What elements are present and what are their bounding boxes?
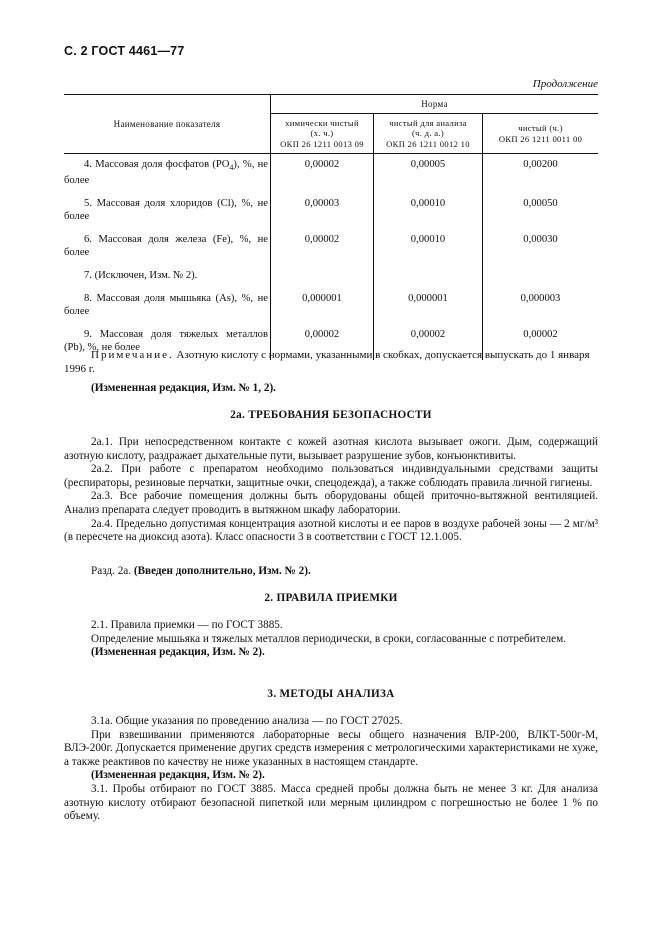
- table-cell: 0,00002: [271, 154, 374, 194]
- row-label: 4. Массовая доля фосфатов $(PO_4)$, %, не более: [64, 159, 268, 187]
- table-cell: [271, 265, 374, 288]
- table-cell: 0,000003: [483, 288, 599, 324]
- table-cell: 0,00002: [483, 324, 599, 360]
- column-header-norm: Норма: [271, 95, 599, 114]
- table-cell: 0,00003: [271, 193, 374, 229]
- row-label: 7. (Исключен, Изм. № 2).: [84, 270, 198, 282]
- table-cell: 0,000001: [374, 288, 483, 324]
- continuation-label: Продолжение: [532, 78, 598, 90]
- table-row: [64, 229, 598, 265]
- table-cell: 0,00002: [374, 324, 483, 360]
- section-3-body: 3.1а. Общие указания по проведению анализа — по ГОСТ 27025. При взвешивании применяются лабораторные весы общего назначения ВЛР-200, ВЛКТ-500г-М, ВЛЭ-200г. Допускается применение других средств измерения с метрологическими характеристиками не хуже, а также реактивов по качеству не ниже указанных в настоящем стандарте. (Измененная редакция, Изм. № 2). 3.1. Пробы отбирают по ГОСТ 3885. Масса средней пробы должна быть не менее 3 кг. Для анализа азотную кислоту отбирают безопасной пипеткой или мерным цилиндром с погрешностью не более 1 % по объему.: [64, 715, 598, 823]
- row-label: 8. Массовая доля мышьяка (As), %, не более: [64, 293, 268, 318]
- table-cell: 0,00010: [374, 229, 483, 265]
- table-cell: 0,00002: [271, 229, 374, 265]
- page-header: С. 2 ГОСТ 4461—77: [64, 44, 185, 58]
- column-header-grade-3: чистый (ч.) ОКП 26 1211 0011 00: [483, 114, 599, 154]
- column-header-grade-2: чистый для анализа (ч. д. а.) ОКП 26 1211 0012 10: [374, 114, 483, 154]
- table-cell: 0,00050: [483, 193, 599, 229]
- table-cell: 0,00200: [483, 154, 599, 194]
- specification-table: [64, 94, 598, 360]
- table-row: [64, 288, 598, 324]
- table-row: [64, 154, 598, 194]
- section-title-2: 2. ПРАВИЛА ПРИЕМКИ: [264, 592, 398, 604]
- row-label: 9. Массовая доля тяжелых металлов (Pb), %, не более: [64, 329, 268, 354]
- table-cell: [374, 265, 483, 288]
- table-cell: 0,000001: [271, 288, 374, 324]
- table-cell: [483, 265, 599, 288]
- row-label: 5. Массовая доля хлоридов (Cl), %, не более: [64, 198, 268, 223]
- section-2a-body: 2а.1. При непосредственном контакте с кожей азотная кислота вызывает ожоги. Дым, содержащий азотную кислоту, раздражает дыхательные пути, вызывает разрушение зубов, конъюнктивиты. 2а.2. При работе с препаратом необходимо пользоваться индивидуальными средствами защиты (респираторы, резиновые перчатки, защитные очки, спецодежда), а также соблюдать правила личной гигиены. 2а.3. Все рабочие помещения должны быть оборудованы общей приточно-вытяжной вентиляцией. Анализ препарата следует проводить в вытяжном шкафу лаборатории. 2а.4. Предельно допустимая концентрация азотной кислоты и ее паров в воздухе рабочей зоны — 2 мг/м³ (в пересчете на диоксид азота). Класс опасности 3 в соответствии с ГОСТ 12.1.005.: [64, 436, 598, 544]
- table-cell: 0,00010: [374, 193, 483, 229]
- section-title-2a: 2а. ТРЕБОВАНИЯ БЕЗОПАСНОСТИ: [230, 409, 432, 421]
- table-cell: 0,00005: [374, 154, 483, 194]
- table-cell: 0,00002: [271, 324, 374, 360]
- section-2-body: 2.1. Правила приемки — по ГОСТ 3885. Определение мышьяка и тяжелых металлов периодически, в сроки, согласованные с потребителем. (Измененная редакция, Изм. № 2).: [91, 619, 566, 659]
- table-cell: 0,00030: [483, 229, 599, 265]
- column-header-grade-1: химически чистый (х. ч.) ОКП 26 1211 0013 09: [271, 114, 374, 154]
- row-label: 6. Массовая доля железа (Fe), %, не более: [64, 234, 268, 259]
- table-row: [64, 193, 598, 229]
- section-2a-origin: Разд. 2а. (Введен дополнительно, Изм. № 2).: [91, 565, 311, 577]
- amendment-note: (Измененная редакция, Изм. № 1, 2).: [91, 382, 276, 394]
- table-row: [64, 265, 598, 288]
- table-note: Примечание. Азотную кислоту с нормами, указанными в скобках, допускается выпускать до 1 января 1996 г.: [64, 349, 590, 375]
- column-header-name: Наименование показателя: [64, 95, 271, 154]
- section-title-3: 3. МЕТОДЫ АНАЛИЗА: [267, 688, 395, 700]
